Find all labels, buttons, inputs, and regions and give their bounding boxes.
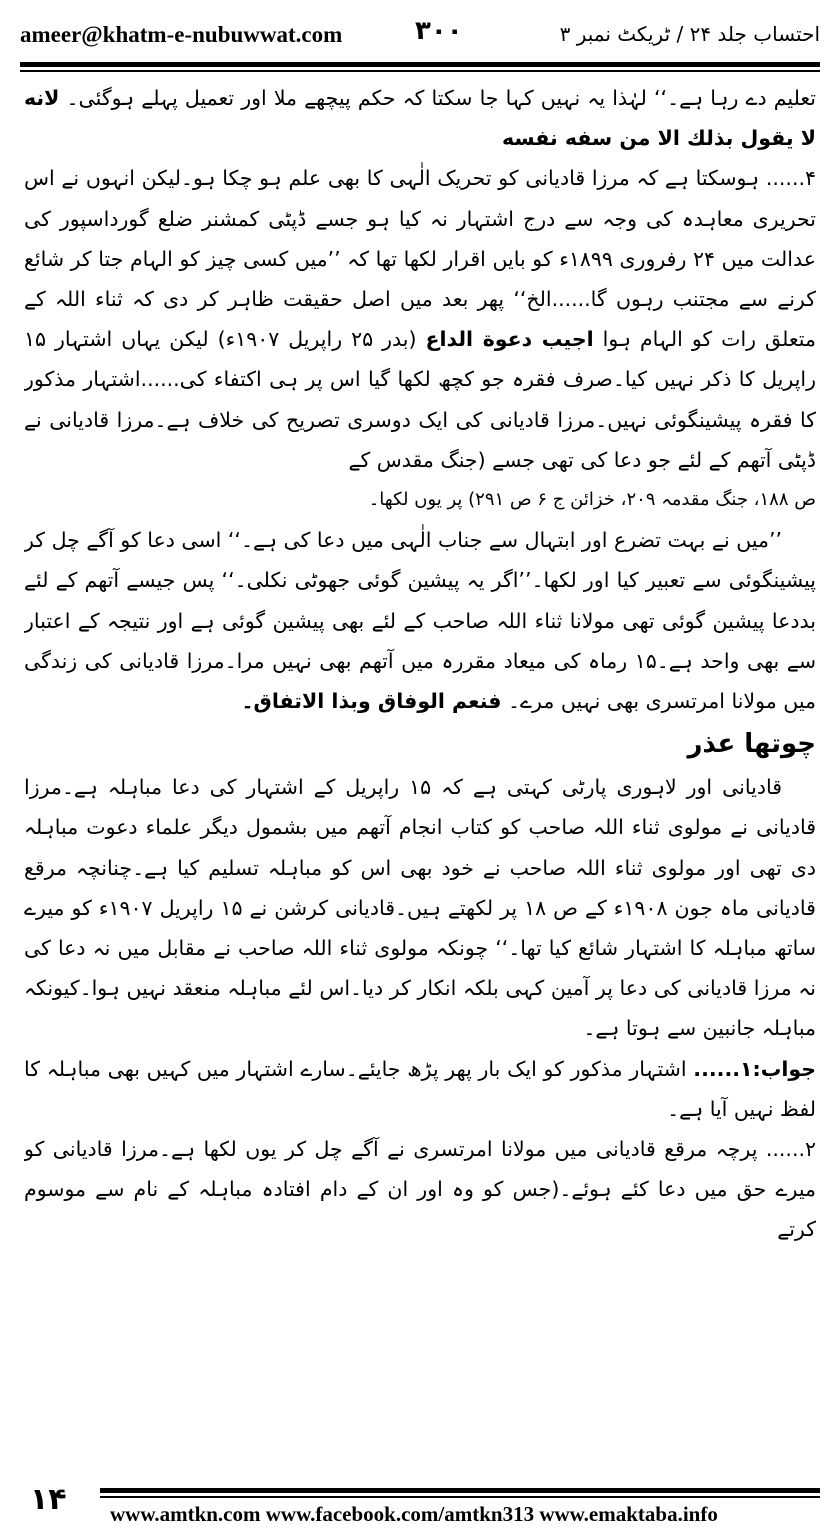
- paragraph-3: ’’میں نے بہت تضرع اور ابتہال سے جناب الٰہی میں دعا کی ہے۔‘‘ اسی دعا کو آگے چل کر پیشینگوئی سے تعبیر کیا اور لکھا۔’’اگر یہ پیشین گوئی جھوٹی نکلی۔‘‘ پس جیسے آتھم کے لئے بددعا پیشین گوئی تھی مولانا ثناء اللہ صاحب کے لئے بھی پیشین گوئی ہے اور نتیجہ کے اعتبار سے بھی واحد ہے۔۱۵ رماہ کی میعاد مقررہ میں آتھم بھی نہیں مرا۔مرزا قادیانی کی زندگی میں مولانا امرتسری بھی نہیں مرے۔ فنعم الوفاق وبذا الاتفاق۔: [24, 528, 816, 714]
- footer-page-box: [20, 1482, 92, 1532]
- paragraph-2: ۴...... ہوسکتا ہے کہ مرزا قادیانی کو تحریک الٰہی کا بھی علم ہو چکا ہو۔لیکن انہوں نے اس تحریری معاہدہ کی وجہ سے درج اشتہار نہ کیا ہو جسے ڈپٹی کمشنر ضلع گورداسپور کی عدالت میں ۲۴ رفروری ۱۸۹۹ء کو بایں اقرار لکھا تھا کہ ’’میں کسی چیز کو الہام جتا کر شائع کرنے سے مجتنب رہوں گا......الخ‘‘ پھر بعد میں اصل حقیقت ظاہر کر دی کہ ثناء اللہ کے متعلق رات کو الہام ہوا اجيب دعوة الداع (بدر ۲۵ راپریل ۱۹۰۷ء) لیکن یہاں اشتہار ۱۵ راپریل کا ذکر نہیں کیا۔صرف فقرہ جو کچھ لکھا گیا اس پر ہی اکتفاء کی......اشتہار مذکور کا فقرہ پیشینگوئی نہیں۔مرزا قادیانی کی ایک دوسری تصریح کی خلاف ہے۔مرزا قادیانی نے ڈپٹی آتھم کے لئے جو دعا کی تھی جسے (جنگ مقدس کے: [24, 166, 816, 472]
- arabic-quote: لانه لا يقول بذلك الا من سفه نفسه: [24, 86, 816, 151]
- header-title: احتساب جلد ۲۴ / ٹریکٹ نمبر ۳: [559, 22, 820, 46]
- header-email: ameer@khatm-e-nubuwwat.com: [20, 22, 343, 47]
- answer-marker: جواب:۱......: [693, 1056, 816, 1081]
- page-content: [24, 78, 816, 1473]
- item-marker-2: ۲......: [765, 1137, 816, 1162]
- section-heading: چوتھا عذر: [687, 729, 816, 760]
- footer-rule: [100, 1488, 820, 1493]
- reference-line: ص ۱۸۸، جنگ مقدمہ ۲۰۹، خزائن ج ۶ ص ۲۹۱) پر یوں لکھا۔: [368, 489, 816, 511]
- page-header: [20, 14, 820, 58]
- arabic-closing: فنعم الوفاق وبذا الاتفاق۔: [241, 689, 502, 714]
- header-rule: [20, 62, 820, 67]
- item-marker-4: ۴......: [765, 166, 816, 191]
- paragraph-1: تعلیم دے رہا ہے۔‘‘ لہٰذا یہ نہیں کہا جا سکتا کہ حکم پیچھے ملا اور تعمیل پہلے ہوگئی۔ لانه لا يقول بذلك الا من سفه نفسه: [24, 86, 816, 151]
- footer-links[interactable]: www.amtkn.com www.facebook.com/amtkn313 www.emaktaba.info: [110, 1502, 718, 1526]
- header-rule-thin: [20, 70, 820, 72]
- header-page-number: ۳۰۰: [415, 16, 463, 46]
- arabic-answer-phrase: اجيب دعوة الداع: [425, 327, 594, 352]
- paragraph-5: جواب:۱...... اشتہار مذکور کو ایک بار پھر پڑھ جایئے۔سارے اشتہار میں کہیں بھی مباہلہ کا لفظ نہیں آیا ہے۔: [24, 1056, 816, 1121]
- paragraph-4: قادیانی اور لاہوری پارٹی کہتی ہے کہ ۱۵ راپریل کے اشتہار کی دعا مباہلہ ہے۔مرزا قادیانی نے مولوی ثناء اللہ صاحب کو کتاب انجام آتھم میں بشمول دیگر علماء دعوت مباہلہ دی تھی اور مولوی ثناء اللہ صاحب نے خود بھی اس کو مباہلہ تسلیم کیا ہے۔چنانچہ مرقع قادیانی ماہ جون ۱۹۰۸ء کے ص ۱۸ پر لکھتے ہیں۔قادیانی کرشن نے ۱۵ راپریل ۱۹۰۷ء کو میرے ساتھ مباہلہ کا اشتہار شائع کیا تھا۔‘‘ چونکہ مولوی ثناء اللہ صاحب نے مقابل میں نہ دعا کی نہ مرزا قادیانی کی دعا پر آمین کہی بلکہ انکار کر دیا۔اس لئے مباہلہ منعقد نہیں ہوا۔کیونکہ مباہلہ جانبین سے ہوتا ہے۔: [24, 775, 816, 1041]
- paragraph-6: ۲...... پرچہ مرقع قادیانی میں مولانا امرتسری نے آگے چل کر یوں لکھا ہے۔مرزا قادیانی کو میرے حق میں دعا کئے ہوئے۔(جس کو وہ اور ان کے دام افتادہ مباہلہ کے نام سے موسوم کرتے: [24, 1137, 816, 1242]
- footer-rule-thin: [100, 1496, 820, 1498]
- page-footer: [20, 1482, 820, 1534]
- footer-page-number: ۱۴: [30, 1482, 67, 1517]
